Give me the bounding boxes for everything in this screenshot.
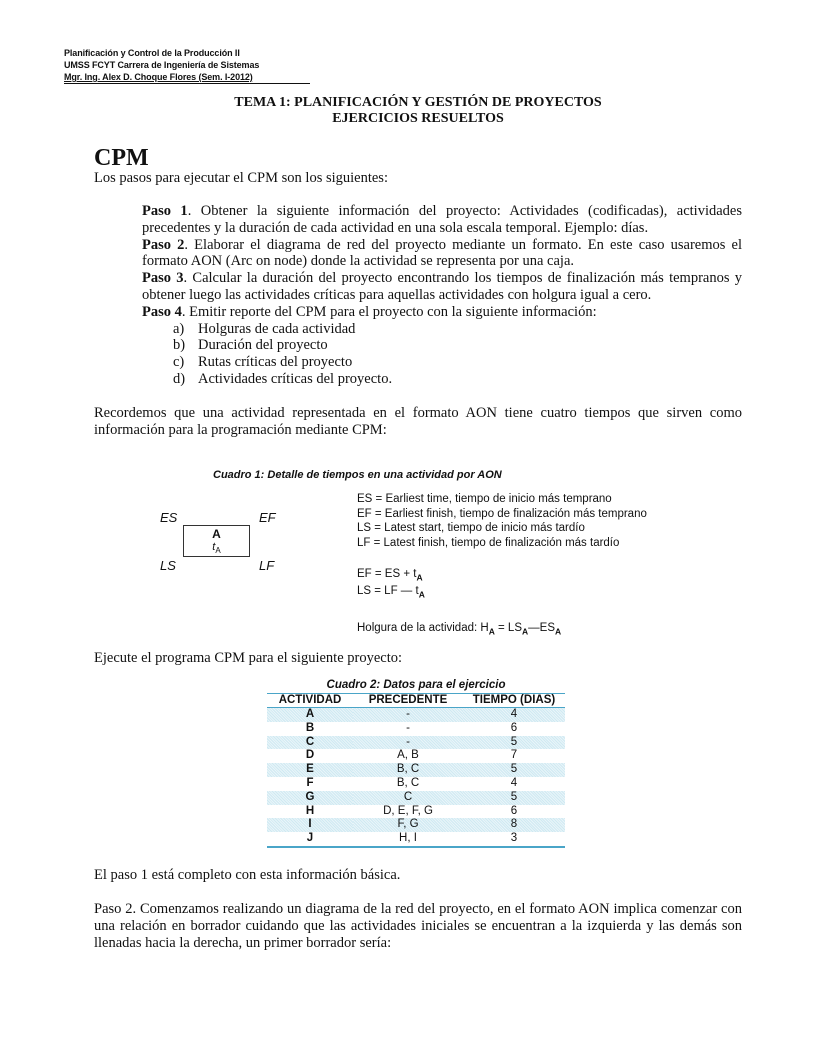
list-text: Rutas críticas del proyecto	[198, 354, 353, 371]
cell-actividad: E	[267, 763, 353, 777]
list-text: Actividades críticas del proyecto.	[198, 370, 393, 387]
cell-actividad: J	[267, 832, 353, 847]
duration-symbol: t	[212, 541, 216, 553]
header-tiempo: TIEMPO (DIAS)	[463, 694, 565, 708]
cell-actividad: A	[267, 708, 353, 722]
activity-name: A	[212, 527, 221, 541]
list-text: Duración del proyecto	[198, 337, 328, 354]
step-label: Paso 4	[142, 303, 182, 320]
cell-actividad: D	[305, 749, 315, 762]
cell-precedente: D, E, F, G	[383, 804, 433, 817]
step-3	[142, 270, 742, 304]
cuadro2-title: Cuadro 2: Datos para el ejercicio	[326, 679, 506, 691]
table-row	[267, 708, 565, 722]
table-row	[267, 777, 565, 791]
formula-ls	[357, 584, 425, 601]
cell-tiempo: 6	[510, 804, 518, 817]
formula-holgura	[357, 621, 561, 638]
lf-label: LF	[259, 558, 275, 573]
definition-es: ES = Earliest time, tiempo de inicio más temprano	[357, 493, 612, 505]
cell-tiempo: 5	[463, 736, 565, 750]
section-intro: Los pasos para ejecutar el CPM son los siguientes:	[94, 170, 388, 186]
formula-subscript: A	[488, 626, 495, 637]
es-label: ES	[160, 510, 178, 525]
cell-actividad: C	[267, 736, 353, 750]
formula-subscript: A	[555, 626, 562, 637]
step-1	[142, 203, 742, 237]
exercise-prompt: Ejecute el programa CPM para el siguiente proyecto:	[94, 650, 403, 666]
document-title	[0, 95, 816, 127]
formula-ef	[357, 567, 423, 584]
cell-actividad: H	[305, 804, 315, 817]
activities-table	[267, 693, 565, 848]
section-heading: CPM	[94, 145, 149, 171]
formula-text: EF = ES + t	[357, 568, 417, 580]
list-item	[142, 321, 742, 338]
formula-text: LS = LF — t	[357, 585, 419, 597]
cell-tiempo: 3	[463, 832, 565, 847]
cell-precedente: C	[353, 791, 463, 805]
list-marker: d)	[173, 370, 186, 387]
ef-label: EF	[259, 510, 276, 525]
report-items	[142, 321, 742, 388]
list-item	[142, 371, 742, 388]
title-line-1: TEMA 1: PLANIFICACIÓN Y GESTIÓN DE PROYECTOS	[234, 95, 602, 110]
step-4	[142, 304, 742, 321]
table-row	[267, 749, 565, 763]
duration-subscript: A	[215, 546, 221, 556]
step-text: . Calcular la duración del proyecto encontrando los tiempos de finalización más tempranos y obtener luego las actividades críticas para aquellas actividades con holgura igual a cero.	[142, 270, 743, 303]
ls-label: LS	[160, 558, 176, 573]
cell-actividad: G	[267, 791, 353, 805]
table-row	[267, 805, 565, 819]
cell-precedente: B, C	[396, 776, 420, 789]
formula-subscript: A	[416, 572, 423, 583]
cell-tiempo: 5	[463, 791, 565, 805]
list-marker: a)	[173, 320, 185, 337]
cell-tiempo: 6	[510, 721, 518, 734]
list-item	[142, 337, 742, 354]
cell-precedente: B, C	[353, 763, 463, 777]
table-row	[267, 722, 565, 736]
definitions-list	[357, 492, 647, 550]
step-label: Paso 1	[142, 203, 188, 219]
step1-complete-note: El paso 1 está completo con esta información básica.	[94, 867, 401, 883]
steps-list	[142, 203, 742, 388]
table-row	[267, 791, 565, 805]
author: Mgr. Ing. Alex D. Choque Flores (Sem. I-2012)	[64, 72, 253, 82]
table-row	[267, 832, 565, 847]
table-row	[267, 818, 565, 832]
definition-ls: LS = Latest start, tiempo de inicio más tardío	[357, 522, 585, 534]
cell-precedente: -	[353, 736, 463, 750]
institution: UMSS FCYT Carrera de Ingeniería de Sistemas	[64, 60, 260, 70]
cell-precedente: -	[353, 708, 463, 722]
cell-tiempo: 8	[463, 818, 565, 832]
step-label: Paso 3	[142, 270, 184, 287]
cell-precedente: F, G	[353, 818, 463, 832]
activity-duration	[184, 541, 249, 557]
list-item	[142, 354, 742, 371]
cell-actividad: B	[305, 721, 315, 734]
cell-precedente: H, I	[353, 832, 463, 847]
cell-tiempo: 7	[510, 749, 518, 762]
step-text: . Emitir reporte del CPM para el proyecto con la siguiente información:	[181, 303, 597, 320]
cell-precedente: -	[406, 721, 410, 734]
header-actividad: ACTIVIDAD	[267, 694, 353, 708]
header-precedente: PRECEDENTE	[353, 694, 463, 708]
list-text: Holguras de cada actividad	[198, 320, 356, 337]
cell-actividad: I	[267, 818, 353, 832]
author-line	[64, 71, 310, 84]
step-2	[142, 237, 742, 271]
cell-tiempo: 4	[463, 708, 565, 722]
aon-intro-paragraph: Recordemos que una actividad representada en el formato AON tiene cuatro tiempos que sirven como información para la programación mediante CPM:	[94, 405, 742, 438]
step-label: Paso 2	[142, 236, 185, 253]
step2-paragraph: Paso 2. Comenzamos realizando un diagrama de la red del proyecto, en el formato AON implica comenzar con una relación en borrador cuidando que las actividades iniciales se encuentran a la izquierda y las demás son llenadas hacia la derecha, un primer borrador sería:	[94, 901, 742, 951]
cuadro1-title: Cuadro 1: Detalle de tiempos en una actividad por AON	[213, 469, 502, 481]
list-marker: b)	[173, 337, 186, 354]
formula-text: = LS	[494, 622, 523, 634]
cell-tiempo: 5	[463, 763, 565, 777]
table-header-row	[267, 694, 565, 708]
cell-tiempo: 4	[510, 776, 518, 789]
definition-lf: LF = Latest finish, tiempo de finalización más tardío	[357, 536, 620, 549]
formula-text: —ES	[528, 622, 555, 634]
formula-text: Holgura de la actividad: H	[357, 622, 489, 634]
cell-precedente: A, B	[397, 749, 419, 762]
course-name: Planificación y Control de la Producción II	[64, 48, 240, 58]
table-row	[267, 763, 565, 777]
table-row	[267, 736, 565, 750]
cell-actividad: F	[306, 776, 314, 789]
activity-node-box	[183, 525, 250, 557]
list-marker: c)	[173, 354, 185, 371]
formula-subscript: A	[418, 589, 425, 600]
definition-ef: EF = Earliest finish, tiempo de finalización más temprano	[357, 507, 647, 520]
formula-subscript: A	[522, 626, 529, 637]
step-text: . Elaborar el diagrama de red del proyecto mediante un formato. En este caso usaremos el formato AON (Arc on node) donde la actividad se representa por una caja.	[142, 236, 743, 270]
document-header	[64, 47, 310, 84]
step-text: . Obtener la siguiente información del proyecto: Actividades (codificadas), actividades precedentes y la duración de cada actividad en una sola escala temporal. Ejemplo: días.	[142, 203, 742, 236]
title-line-2: EJERCICIOS RESUELTOS	[332, 111, 504, 126]
